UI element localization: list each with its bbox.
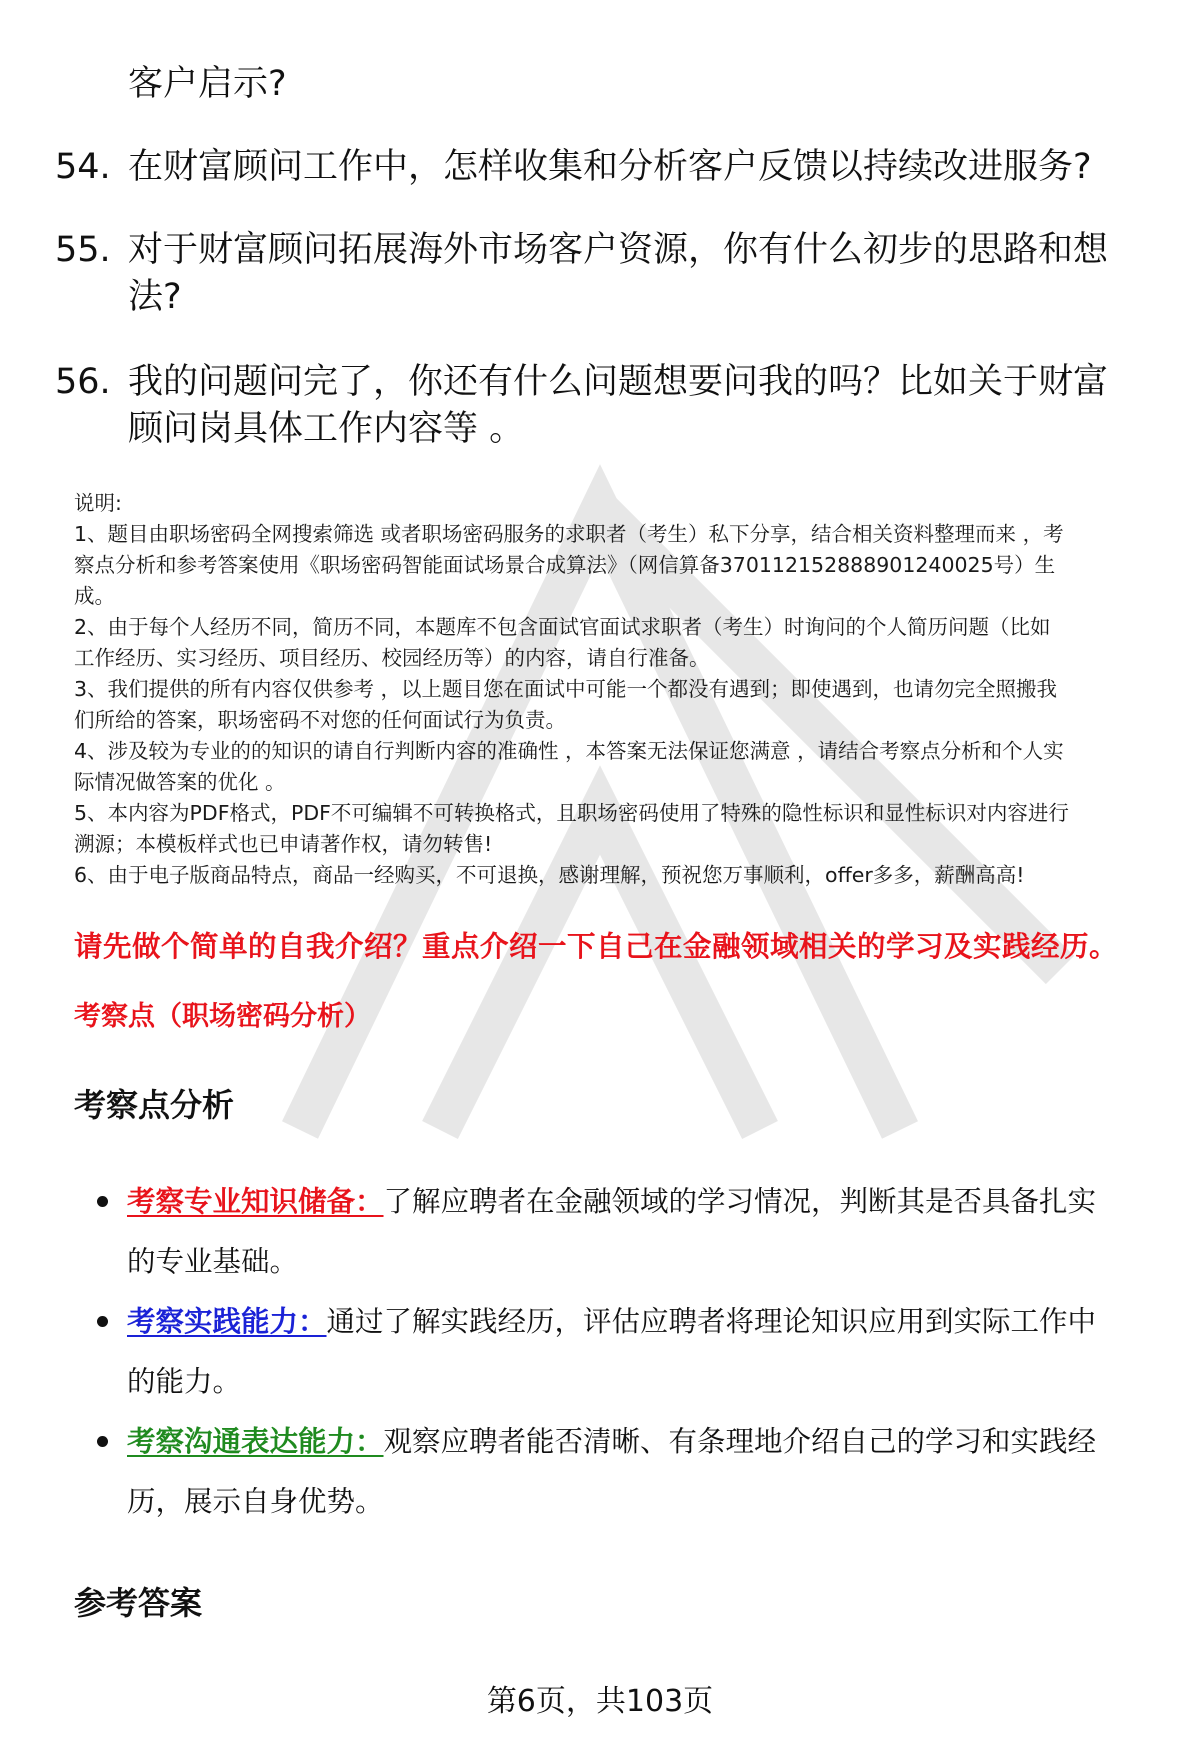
notes-title: 说明:	[74, 491, 122, 515]
notes-line: 成。	[74, 584, 115, 608]
bullet-dot-icon	[97, 1316, 108, 1327]
reference-answer-heading: 参考答案	[74, 1584, 203, 1622]
bullet-text: 通过了解实践经历，评估应聘者将理论知识应用到实际工作中	[326, 1305, 1097, 1338]
question-text: 我的问题问完了，你还有什么问题想要问我的吗？比如关于财富	[128, 362, 1109, 402]
question-number: 55.	[55, 230, 111, 270]
question-item	[55, 360, 1138, 405]
bullet-text: 观察应聘者能否清晰、有条理地介绍自己的学习和实践经	[383, 1425, 1097, 1458]
bullet-text: 了解应聘者在金融领域的学习情况，判断其是否具备扎实	[383, 1185, 1097, 1218]
analysis-bullet	[95, 1292, 1155, 1412]
bullet-label: 考察实践能力：	[127, 1305, 327, 1338]
notes-line: 4、涉及较为专业的的知识的请自行判断内容的准确性 ，本答案无法保证您满意 ，请结合考察点分析和个人实	[74, 739, 1064, 763]
bullet-label: 考察专业知识储备：	[127, 1185, 384, 1218]
bullet-dot-icon	[97, 1436, 108, 1447]
notes-line: 们所给的答案，职场密码不对您的任何面试行为负责。	[74, 708, 566, 732]
question-continuation: 客户启示?	[128, 64, 287, 104]
bullet-text-continuation: 的能力。	[127, 1365, 242, 1398]
notes-line: 1、题目由职场密码全网搜索筛选 或者职场密码服务的求职者（考生）私下分享，结合相关资料整理而来 ，考	[74, 522, 1064, 546]
exam-point-label: 考察点（职场密码分析）	[74, 1001, 371, 1032]
bullet-dot-icon	[97, 1196, 108, 1207]
question-text: 对于财富顾问拓展海外市场客户资源，你有什么初步的思路和想	[128, 230, 1109, 270]
question-continuation: 顾问岗具体工作内容等 。	[128, 409, 525, 449]
notes-line: 工作经历、实习经历、项目经历、校园经历等）的内容，请自行准备。	[74, 646, 710, 670]
question-item	[55, 228, 1138, 273]
notes-line: 6、由于电子版商品特点，商品一经购买，不可退换，感谢理解，预祝您万事顺利，offer多多，薪酬高高!	[74, 863, 1025, 887]
notes-line: 察点分析和参考答案使用《职场密码智能面试场景合成算法》（网信算备370112152888901240025号）生	[74, 553, 1056, 577]
question-number: 54.	[55, 147, 111, 187]
question-continuation: 法?	[128, 277, 182, 317]
analysis-bullet	[95, 1172, 1155, 1292]
question-item	[55, 145, 1138, 190]
interview-question-heading: 请先做个简单的自我介绍？重点介绍一下自己在金融领域相关的学习及实践经历。	[74, 930, 1119, 963]
analysis-bullet	[95, 1412, 1155, 1532]
notes-line: 际情况做答案的优化 。	[74, 770, 286, 794]
analysis-bullet-list	[95, 1172, 1155, 1532]
analysis-heading: 考察点分析	[74, 1086, 235, 1124]
page-number-footer: 第6页，共103页	[486, 1684, 714, 1719]
notes-line: 2、由于每个人经历不同，简历不同，本题库不包含面试官面试求职者（考生）时询问的个人简历问题（比如	[74, 615, 1051, 639]
question-text: 在财富顾问工作中，怎样收集和分析客户反馈以持续改进服务?	[128, 147, 1092, 187]
bullet-label: 考察沟通表达能力：	[127, 1425, 384, 1458]
notes-line: 溯源；本模板样式也已申请著作权，请勿转售!	[74, 832, 493, 856]
bullet-text-continuation: 的专业基础。	[127, 1245, 299, 1278]
notes-line: 5、本内容为PDF格式，PDF不可编辑不可转换格式，且职场密码使用了特殊的隐性标识和显性标识对内容进行	[74, 801, 1069, 825]
notes-line: 3、我们提供的所有内容仅供参考 ，以上题目您在面试中可能一个都没有遇到；即使遇到，也请勿完全照搬我	[74, 677, 1058, 701]
question-number: 56.	[55, 362, 111, 402]
notes-section	[74, 488, 1164, 891]
bullet-text-continuation: 历，展示自身优势。	[127, 1485, 384, 1518]
